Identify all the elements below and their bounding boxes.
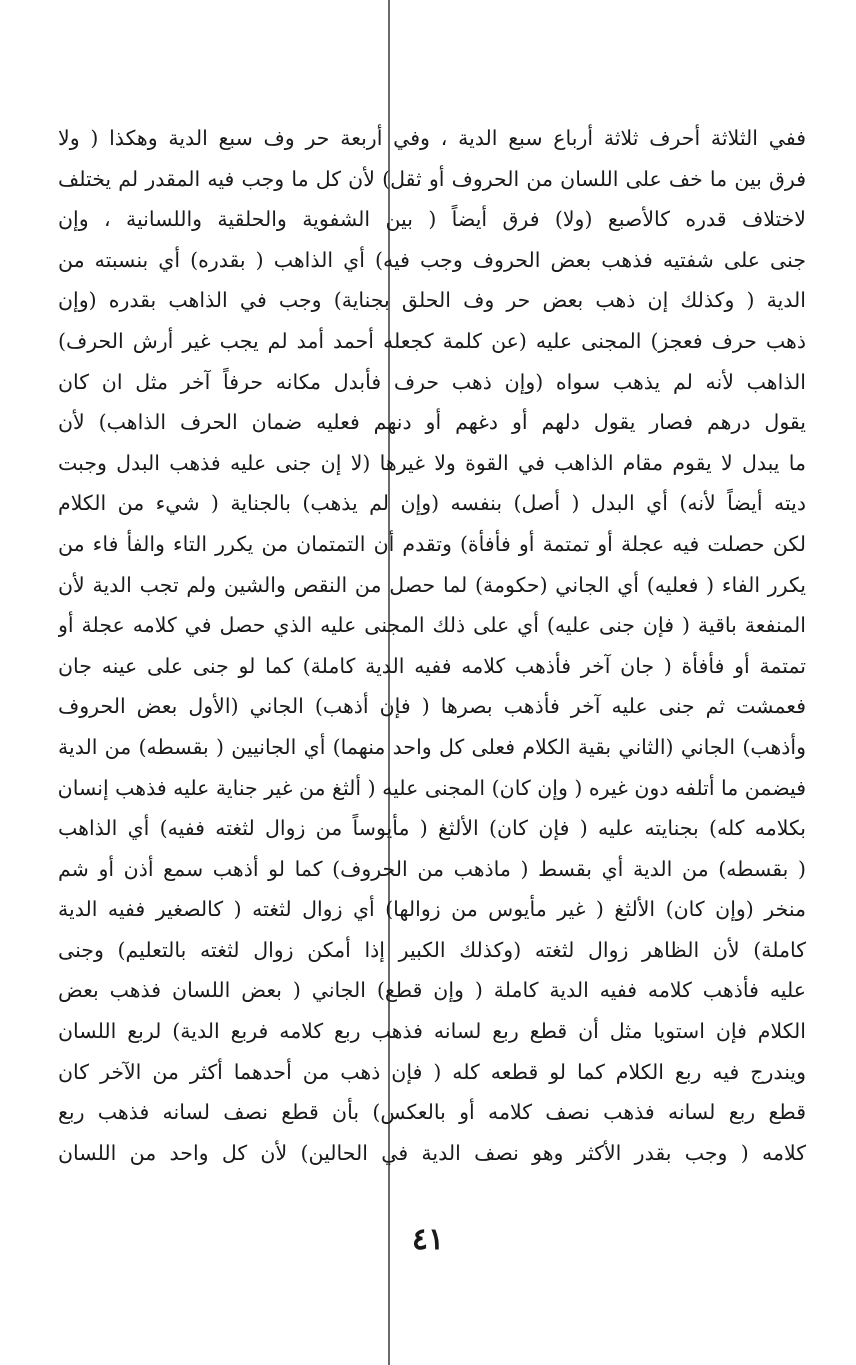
text-line: بكلامه كله) بجنايته عليه ( فإن كان) الألثغ ( مأيوساً من زوال لثغته ففيه) أي الذاهب (58, 816, 806, 841)
text-line: كلامه ( وجب بقدر الأكثر وهو نصف الدية في الحالين) لأن كل واحد من اللسان (58, 1140, 806, 1165)
text-line: الكلام فإن استويا مثل أن قطع ربع لسانه فذهب ربع كلامه فربع الدية) لربع اللسان (58, 1019, 806, 1044)
text-line: فرق بين ما خف على اللسان من الحروف أو ثقل) لأن كل ما وجب فيه المقدر لم يختلف (58, 166, 806, 191)
text-line: ففي الثلاثة أحرف ثلاثة أرباع سبع الدية ، وفي أربعة حر وف سبع الدية وهكذا ( ولا (58, 126, 806, 150)
text-line: لكن حصلت فيه عجلة أو تمتمة أو فأفأة) وتقدم أن التمتمان من يكرر التاء والفأ فاء من (58, 531, 806, 556)
text-line: الدية ( وكذلك إن ذهب بعض حر وف الحلق بجناية) وجب في الذاهب بقدره (وإن (58, 288, 806, 313)
page-number: ٤١ (411, 1222, 445, 1257)
text-line: كاملة) لأن الظاهر زوال لثغته (وكذلك الكبير إذا أمكن زوال لثغته بالتعليم) وجنى (58, 937, 806, 962)
text-line: جنى على شفتيه فذهب بعض الحروف وجب فيه) أي الذاهب ( بقدره) أي بنسبته من (58, 247, 806, 272)
text-line: فعمشت ثم جنى عليه آخر فأذهب بصرها ( فإن أذهب) الجاني (الأول بعض الحروف (58, 694, 806, 719)
text-line: ويندرج فيه ربع الكلام كما لو قطعه كله ( فإن ذهب من أحدهما أكثر من الآخر كان (58, 1059, 806, 1084)
text-line: فيضمن ما أتلفه دون غيره ( وإن كان) المجنى عليه ( ألثغ من غير جناية عليه فذهب إنسان (58, 775, 806, 800)
text-line: عليه فأذهب كلامه ففيه الدية كاملة ( وإن قطع) الجاني ( بعض اللسان فذهب بعض (58, 978, 806, 1003)
text-line: تمتمة أو فأفأة ( جان آخر فأذهب كلامه ففيه الدية كاملة) كما لو جنى على عينه جان (58, 653, 806, 678)
text-line: ذهب حرف فعجز) المجنى عليه (عن كلمة كجعله أحمد أمد لم يجب غير أرش الحرف) (58, 328, 806, 353)
text-line: الذاهب لأنه لم يذهب سواه (وإن ذهب حرف فأبدل مكانه حرفاً آخر مثل ان كان (58, 369, 806, 394)
text-line: يكرر الفاء ( فعليه) أي الجاني (حكومة) لما حصل من النقص والشين ولم تجب الدية لأن (58, 572, 806, 597)
text-line: المنفعة باقية ( فإن جنى عليه) أي على ذلك المجنى عليه الذي حصل في كلامه عجلة أو (58, 613, 806, 638)
arabic-text-block (58, 118, 806, 1173)
text-line: ما يبدل لا يقوم مقام الذاهب في القوة ولا غيرها (لا إن جنى عليه فذهب البدل وجبت (58, 450, 806, 475)
text-line: وأذهب) الجاني (الثاني بقية الكلام فعلى كل واحد منهما) أي الجانيين ( بقسطه) من الدية (58, 734, 806, 759)
text-line: لاختلاف قدره كالأصبع (ولا) فرق أيضاً ( بين الشفوية والحلقية واللسانية ، وإن (58, 207, 806, 232)
text-line: ديته أيضاً لأنه) أي البدل ( أصل) بنفسه (وإن لم يذهب) بالجناية ( شيء من الكلام (58, 491, 806, 516)
text-line: قطع ربع لسانه فذهب نصف كلامه أو بالعكس) بأن قطع نصف لسانه فذهب ربع (58, 1100, 806, 1125)
text-line: ( بقسطه) من الدية أي بقسط ( ماذهب من الحروف) كما لو أذهب سمع أذن أو شم (58, 856, 806, 881)
text-line: منخر (وإن كان) الألثغ ( غير مأيوس من زوالها) أي زوال لثغته ( كالصغير ففيه الدية (58, 897, 806, 922)
text-line: يقول درهم فصار يقول دلهم أو دغهم أو دنهم فعليه ضمان الحرف الذاهب) لأن (58, 410, 806, 435)
